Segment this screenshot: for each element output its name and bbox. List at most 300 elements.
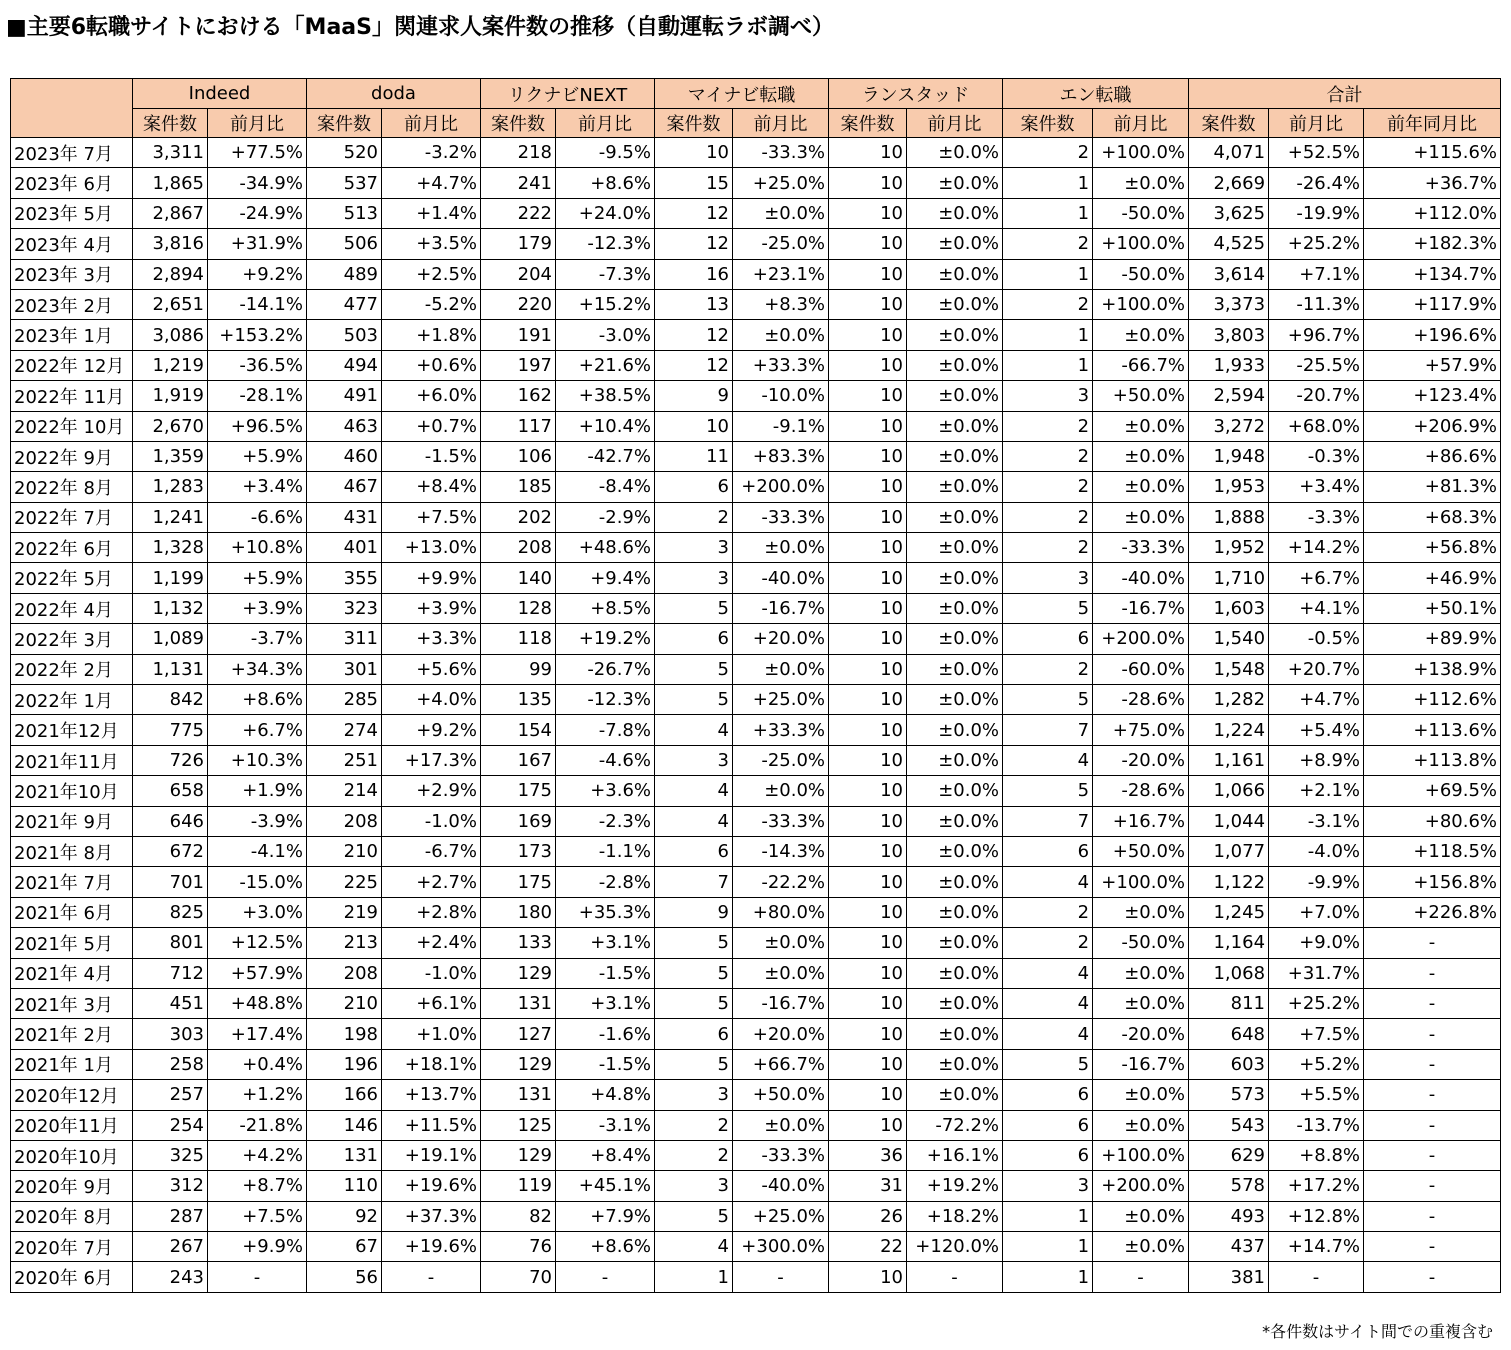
value-cell: 92 [307, 1201, 382, 1231]
value-cell: - [382, 1262, 481, 1292]
value-cell: 3 [655, 533, 733, 563]
value-cell: -2.8% [556, 867, 655, 897]
value-cell: 3 [655, 1080, 733, 1110]
value-cell: 11 [655, 441, 733, 471]
value-cell: ±0.0% [907, 472, 1003, 502]
value-cell: 7 [1003, 715, 1093, 745]
value-cell: 140 [481, 563, 556, 593]
table-row [11, 198, 1501, 228]
value-cell: +115.6% [1364, 138, 1501, 168]
value-cell: 1,948 [1189, 441, 1269, 471]
value-cell: - [733, 1262, 829, 1292]
value-cell: +196.6% [1364, 320, 1501, 350]
value-cell: 312 [133, 1171, 208, 1201]
value-cell: 204 [481, 259, 556, 289]
value-cell: 1,548 [1189, 654, 1269, 684]
value-cell: 9 [655, 381, 733, 411]
value-cell: 127 [481, 1019, 556, 1049]
value-cell: 5 [655, 685, 733, 715]
value-cell: ±0.0% [1093, 411, 1189, 441]
value-cell: 6 [1003, 1110, 1093, 1140]
value-cell: 180 [481, 897, 556, 927]
value-cell: +25.2% [1269, 988, 1364, 1018]
value-cell: 5 [655, 1201, 733, 1231]
value-cell: 10 [829, 1019, 907, 1049]
value-cell: 251 [307, 745, 382, 775]
value-cell: 2,651 [133, 289, 208, 319]
table-row [11, 168, 1501, 198]
value-cell: ±0.0% [907, 624, 1003, 654]
value-cell: 2,670 [133, 411, 208, 441]
value-cell: -5.2% [382, 289, 481, 319]
value-cell: ±0.0% [907, 138, 1003, 168]
value-cell: 2 [1003, 897, 1093, 927]
value-cell: 4 [1003, 745, 1093, 775]
value-cell: 225 [307, 867, 382, 897]
value-cell: +25.0% [733, 685, 829, 715]
table-row [11, 1080, 1501, 1110]
table-row [11, 958, 1501, 988]
month-cell: 2023年 4月 [11, 229, 133, 259]
value-cell: +156.8% [1364, 867, 1501, 897]
value-cell: +3.1% [556, 988, 655, 1018]
value-cell: -3.0% [556, 320, 655, 350]
value-cell: +3.3% [382, 624, 481, 654]
value-cell: 842 [133, 685, 208, 715]
value-cell: 222 [481, 198, 556, 228]
value-cell: 5 [1003, 1049, 1093, 1079]
value-cell: +7.1% [1269, 259, 1364, 289]
month-cell: 2023年 2月 [11, 289, 133, 319]
value-cell: 3,373 [1189, 289, 1269, 319]
value-cell: 3 [1003, 381, 1093, 411]
value-cell: 6 [1003, 1080, 1093, 1110]
value-cell: 214 [307, 776, 382, 806]
value-cell: 1,933 [1189, 350, 1269, 380]
value-cell: 26 [829, 1201, 907, 1231]
value-cell: 726 [133, 745, 208, 775]
value-cell: 56 [307, 1262, 382, 1292]
value-cell: 4 [655, 715, 733, 745]
value-cell: 1,089 [133, 624, 208, 654]
value-cell: 1 [1003, 168, 1093, 198]
value-cell: +3.9% [208, 593, 307, 623]
value-cell: ±0.0% [907, 259, 1003, 289]
value-cell: 1,122 [1189, 867, 1269, 897]
value-cell: 285 [307, 685, 382, 715]
value-cell: +23.1% [733, 259, 829, 289]
table-row [11, 836, 1501, 866]
value-cell: 10 [829, 259, 907, 289]
value-cell: 10 [655, 411, 733, 441]
value-cell: 10 [829, 1262, 907, 1292]
value-cell: -50.0% [1093, 928, 1189, 958]
table-row [11, 259, 1501, 289]
value-cell: ±0.0% [907, 320, 1003, 350]
value-cell: ±0.0% [907, 928, 1003, 958]
value-cell: +6.7% [208, 715, 307, 745]
value-cell: +120.0% [907, 1232, 1003, 1262]
value-cell: +8.6% [208, 685, 307, 715]
value-cell: +13.7% [382, 1080, 481, 1110]
header-count: 案件数 [133, 109, 208, 138]
value-cell: 133 [481, 928, 556, 958]
value-cell: 173 [481, 836, 556, 866]
value-cell: 603 [1189, 1049, 1269, 1079]
value-cell: +4.8% [556, 1080, 655, 1110]
value-cell: 1,888 [1189, 502, 1269, 532]
value-cell: +206.9% [1364, 411, 1501, 441]
value-cell: 10 [829, 1049, 907, 1079]
value-cell: 197 [481, 350, 556, 380]
value-cell: +100.0% [1093, 289, 1189, 319]
value-cell: 3 [1003, 1171, 1093, 1201]
month-cell: 2022年 4月 [11, 593, 133, 623]
table-row [11, 988, 1501, 1018]
value-cell: 10 [829, 958, 907, 988]
value-cell: 1,161 [1189, 745, 1269, 775]
value-cell: +69.5% [1364, 776, 1501, 806]
value-cell: 5 [655, 654, 733, 684]
header-mom: 前月比 [733, 109, 829, 138]
value-cell: +8.5% [556, 593, 655, 623]
table-row [11, 381, 1501, 411]
value-cell: ±0.0% [907, 745, 1003, 775]
value-cell: +100.0% [1093, 138, 1189, 168]
value-cell: +66.7% [733, 1049, 829, 1079]
value-cell: 1 [1003, 1201, 1093, 1231]
value-cell: +52.5% [1269, 138, 1364, 168]
value-cell: 208 [307, 806, 382, 836]
month-cell: 2021年 9月 [11, 806, 133, 836]
value-cell: ±0.0% [907, 806, 1003, 836]
value-cell: 5 [655, 928, 733, 958]
value-cell: 154 [481, 715, 556, 745]
value-cell: -9.9% [1269, 867, 1364, 897]
value-cell: -3.3% [1269, 502, 1364, 532]
value-cell: 3,816 [133, 229, 208, 259]
value-cell: -9.1% [733, 411, 829, 441]
value-cell: 213 [307, 928, 382, 958]
value-cell: 1,077 [1189, 836, 1269, 866]
value-cell: -3.2% [382, 138, 481, 168]
value-cell: 1 [655, 1262, 733, 1292]
month-cell: 2023年 7月 [11, 138, 133, 168]
month-cell: 2022年 6月 [11, 533, 133, 563]
value-cell: 10 [829, 138, 907, 168]
value-cell: -7.3% [556, 259, 655, 289]
value-cell: ±0.0% [907, 350, 1003, 380]
value-cell: +10.4% [556, 411, 655, 441]
header-count: 案件数 [655, 109, 733, 138]
table-row [11, 472, 1501, 502]
month-cell: 2021年 5月 [11, 928, 133, 958]
value-cell: +12.8% [1269, 1201, 1364, 1231]
value-cell: - [1093, 1262, 1189, 1292]
value-cell: ±0.0% [1093, 1232, 1189, 1262]
value-cell: 135 [481, 685, 556, 715]
value-cell: ±0.0% [1093, 897, 1189, 927]
value-cell: 648 [1189, 1019, 1269, 1049]
month-cell: 2021年12月 [11, 715, 133, 745]
value-cell: 10 [829, 1110, 907, 1140]
value-cell: 10 [829, 411, 907, 441]
value-cell: -20.0% [1093, 1019, 1189, 1049]
value-cell: +50.1% [1364, 593, 1501, 623]
value-cell: 4 [1003, 867, 1093, 897]
value-cell: 325 [133, 1140, 208, 1170]
value-cell: 22 [829, 1232, 907, 1262]
value-cell: +77.5% [208, 138, 307, 168]
value-cell: -1.0% [382, 958, 481, 988]
value-cell: +9.2% [208, 259, 307, 289]
value-cell: +3.4% [1269, 472, 1364, 502]
value-cell: 10 [829, 168, 907, 198]
value-cell: +21.6% [556, 350, 655, 380]
value-cell: -13.7% [1269, 1110, 1364, 1140]
value-cell: -4.1% [208, 836, 307, 866]
value-cell: 106 [481, 441, 556, 471]
value-cell: 4 [655, 806, 733, 836]
value-cell: +89.9% [1364, 624, 1501, 654]
value-cell: -33.3% [733, 1140, 829, 1170]
month-cell: 2023年 5月 [11, 198, 133, 228]
value-cell: 3,086 [133, 320, 208, 350]
value-cell: ±0.0% [733, 1110, 829, 1140]
value-cell: +2.7% [382, 867, 481, 897]
month-cell: 2022年 10月 [11, 411, 133, 441]
value-cell: 4 [1003, 1019, 1093, 1049]
value-cell: +123.4% [1364, 381, 1501, 411]
value-cell: +20.7% [1269, 654, 1364, 684]
value-cell: -1.5% [382, 441, 481, 471]
page-title: ■主要6転職サイトにおける「MaaS」関連求人案件数の推移（自動運転ラボ調べ） [6, 15, 834, 40]
value-cell: 241 [481, 168, 556, 198]
value-cell: 198 [307, 1019, 382, 1049]
value-cell: -40.0% [733, 1171, 829, 1201]
value-cell: -11.3% [1269, 289, 1364, 319]
value-cell: +83.3% [733, 441, 829, 471]
value-cell: +7.5% [382, 502, 481, 532]
value-cell: 775 [133, 715, 208, 745]
value-cell: 6 [1003, 1140, 1093, 1170]
value-cell: -12.3% [556, 229, 655, 259]
value-cell: 10 [829, 745, 907, 775]
value-cell: +9.2% [382, 715, 481, 745]
value-cell: +1.8% [382, 320, 481, 350]
value-cell: - [907, 1262, 1003, 1292]
value-cell: +80.6% [1364, 806, 1501, 836]
value-cell: 6 [655, 1019, 733, 1049]
value-cell: -1.5% [556, 1049, 655, 1079]
value-cell: ±0.0% [907, 563, 1003, 593]
value-cell: 1 [1003, 320, 1093, 350]
value-cell: +3.5% [382, 229, 481, 259]
value-cell: +7.5% [208, 1201, 307, 1231]
value-cell: +19.2% [907, 1171, 1003, 1201]
value-cell: +113.6% [1364, 715, 1501, 745]
value-cell: - [1364, 1201, 1501, 1231]
value-cell: 10 [829, 593, 907, 623]
month-cell: 2021年 8月 [11, 836, 133, 866]
value-cell: 2 [655, 1110, 733, 1140]
value-cell: 1,952 [1189, 533, 1269, 563]
value-cell: +8.4% [556, 1140, 655, 1170]
value-cell: 701 [133, 867, 208, 897]
value-cell: +96.5% [208, 411, 307, 441]
table-row [11, 1049, 1501, 1079]
value-cell: +36.7% [1364, 168, 1501, 198]
month-cell: 2022年 2月 [11, 654, 133, 684]
value-cell: 672 [133, 836, 208, 866]
value-cell: +1.0% [382, 1019, 481, 1049]
value-cell: 10 [829, 320, 907, 350]
value-cell: +8.3% [733, 289, 829, 319]
value-cell: 131 [481, 1080, 556, 1110]
value-cell: - [556, 1262, 655, 1292]
value-cell: +25.2% [1269, 229, 1364, 259]
header-count: 案件数 [1003, 109, 1093, 138]
value-cell: 1,068 [1189, 958, 1269, 988]
header-count: 案件数 [1189, 109, 1269, 138]
value-cell: 1,710 [1189, 563, 1269, 593]
value-cell: 573 [1189, 1080, 1269, 1110]
site-header-rikunabi: リクナビNEXT [481, 79, 655, 109]
value-cell: 2 [655, 1140, 733, 1170]
value-cell: 10 [829, 472, 907, 502]
value-cell: -1.0% [382, 806, 481, 836]
value-cell: 10 [829, 988, 907, 1018]
value-cell: +18.2% [907, 1201, 1003, 1231]
site-header-doda: doda [307, 79, 481, 109]
value-cell: ±0.0% [907, 867, 1003, 897]
value-cell: -21.8% [208, 1110, 307, 1140]
value-cell: +81.3% [1364, 472, 1501, 502]
value-cell: 166 [307, 1080, 382, 1110]
value-cell: ±0.0% [907, 289, 1003, 319]
value-cell: ±0.0% [1093, 988, 1189, 1018]
value-cell: 489 [307, 259, 382, 289]
value-cell: 4 [655, 1232, 733, 1262]
value-cell: 10 [829, 715, 907, 745]
value-cell: +7.9% [556, 1201, 655, 1231]
value-cell: 494 [307, 350, 382, 380]
value-cell: -26.7% [556, 654, 655, 684]
value-cell: 274 [307, 715, 382, 745]
value-cell: +46.9% [1364, 563, 1501, 593]
table-row [11, 867, 1501, 897]
value-cell: - [1269, 1262, 1364, 1292]
value-cell: 2 [1003, 138, 1093, 168]
value-cell: 13 [655, 289, 733, 319]
value-cell: +31.9% [208, 229, 307, 259]
value-cell: ±0.0% [907, 593, 1003, 623]
table-row [11, 1232, 1501, 1262]
value-cell: ±0.0% [907, 1080, 1003, 1110]
value-cell: -25.5% [1269, 350, 1364, 380]
value-cell: +35.3% [556, 897, 655, 927]
value-cell: 10 [829, 289, 907, 319]
value-cell: ±0.0% [733, 320, 829, 350]
value-cell: 5 [655, 593, 733, 623]
value-cell: 131 [307, 1140, 382, 1170]
value-cell: 1,603 [1189, 593, 1269, 623]
value-cell: -40.0% [733, 563, 829, 593]
month-cell: 2020年12月 [11, 1080, 133, 1110]
value-cell: -19.9% [1269, 198, 1364, 228]
site-header-mynavi: マイナビ転職 [655, 79, 829, 109]
value-cell: +1.2% [208, 1080, 307, 1110]
value-cell: 646 [133, 806, 208, 836]
value-cell: 15 [655, 168, 733, 198]
value-cell: 1,919 [133, 381, 208, 411]
value-cell: 36 [829, 1140, 907, 1170]
value-cell: 6 [1003, 836, 1093, 866]
value-cell: 1,224 [1189, 715, 1269, 745]
value-cell: 2,594 [1189, 381, 1269, 411]
value-cell: +8.9% [1269, 745, 1364, 775]
month-cell: 2020年 8月 [11, 1201, 133, 1231]
month-cell: 2020年 6月 [11, 1262, 133, 1292]
value-cell: 4 [655, 776, 733, 806]
value-cell: 401 [307, 533, 382, 563]
value-cell: 10 [829, 441, 907, 471]
header-mom: 前月比 [382, 109, 481, 138]
value-cell: 10 [829, 685, 907, 715]
value-cell: 219 [307, 897, 382, 927]
table-row [11, 715, 1501, 745]
month-cell: 2022年 7月 [11, 502, 133, 532]
value-cell: +3.9% [382, 593, 481, 623]
month-cell: 2020年 7月 [11, 1232, 133, 1262]
value-cell: +5.9% [208, 441, 307, 471]
header-yoy: 前年同月比 [1364, 109, 1501, 138]
value-cell: 1,131 [133, 654, 208, 684]
month-cell: 2022年 9月 [11, 441, 133, 471]
value-cell: 5 [1003, 776, 1093, 806]
value-cell: 6 [1003, 624, 1093, 654]
value-cell: 10 [829, 654, 907, 684]
value-cell: 4,525 [1189, 229, 1269, 259]
value-cell: 10 [829, 836, 907, 866]
value-cell: 311 [307, 624, 382, 654]
table-row [11, 320, 1501, 350]
value-cell: +200.0% [733, 472, 829, 502]
value-cell: +200.0% [1093, 1171, 1189, 1201]
value-cell: 76 [481, 1232, 556, 1262]
value-cell: +226.8% [1364, 897, 1501, 927]
value-cell: +68.3% [1364, 502, 1501, 532]
table-row [11, 806, 1501, 836]
month-cell: 2023年 3月 [11, 259, 133, 289]
value-cell: +100.0% [1093, 1140, 1189, 1170]
value-cell: 3 [655, 563, 733, 593]
value-cell: +33.3% [733, 350, 829, 380]
value-cell: 467 [307, 472, 382, 502]
value-cell: 5 [1003, 593, 1093, 623]
value-cell: 477 [307, 289, 382, 319]
value-cell: -15.0% [208, 867, 307, 897]
value-cell: 287 [133, 1201, 208, 1231]
table-row [11, 289, 1501, 319]
value-cell: 5 [655, 988, 733, 1018]
value-cell: -1.6% [556, 1019, 655, 1049]
value-cell: - [1364, 958, 1501, 988]
value-cell: -25.0% [733, 229, 829, 259]
value-cell: -16.7% [1093, 1049, 1189, 1079]
value-cell: ±0.0% [733, 533, 829, 563]
value-cell: +4.7% [1269, 685, 1364, 715]
